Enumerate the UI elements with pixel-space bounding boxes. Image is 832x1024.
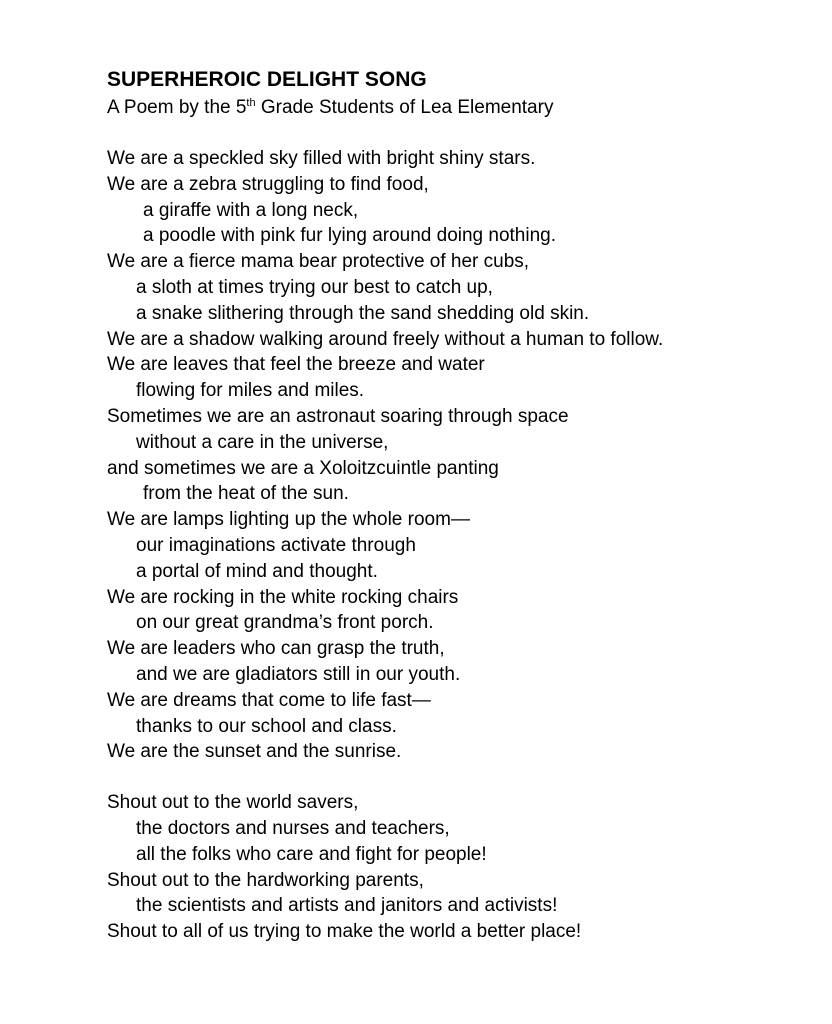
poem-line: without a care in the universe,: [136, 431, 389, 453]
stanza-2: [107, 790, 807, 945]
poem-line: from the heat of the sun.: [143, 483, 349, 505]
poem-page: [107, 66, 807, 945]
poem-line: We are lamps lighting up the whole room—: [107, 509, 470, 531]
poem-line: our imaginations activate through: [136, 534, 416, 556]
poem-line: and we are gladiators still in our youth.: [136, 663, 461, 685]
subtitle-superscript: th: [246, 97, 256, 109]
poem-line: Shout to all of us trying to make the world a better place!: [107, 921, 582, 943]
poem-line: all the folks who care and fight for people!: [136, 843, 487, 865]
poem-line: flowing for miles and miles.: [136, 380, 365, 402]
poem-title: SUPERHEROIC DELIGHT SONG: [107, 68, 427, 91]
poem-line: the doctors and nurses and teachers,: [136, 817, 450, 839]
poem-line: We are dreams that come to life fast—: [107, 689, 431, 711]
poem-line: and sometimes we are a Xoloitzcuintle panting: [107, 457, 499, 479]
stanza-1: [107, 146, 807, 765]
poem-line: Shout out to the world savers,: [107, 792, 359, 814]
subtitle-suffix: Grade Students of Lea Elementary: [255, 97, 554, 118]
poem-line: We are a fierce mama bear protective of her cubs,: [107, 251, 530, 273]
poem-line: We are a zebra struggling to find food,: [107, 173, 429, 195]
poem-line: a sloth at times trying our best to catch up,: [136, 276, 493, 298]
poem-line: We are rocking in the white rocking chairs: [107, 586, 459, 608]
poem-line: We are a speckled sky filled with bright shiny stars.: [107, 148, 536, 169]
poem-line: We are leaves that feel the breeze and water: [107, 354, 485, 376]
poem-line: Sometimes we are an astronaut soaring through space: [107, 405, 569, 427]
poem-line: thanks to our school and class.: [136, 715, 397, 737]
subtitle-prefix: A Poem by the 5: [107, 97, 247, 118]
poem-line: We are a shadow walking around freely without a human to follow.: [107, 328, 664, 350]
poem-line: We are leaders who can grasp the truth,: [107, 638, 445, 660]
poem-line: a snake slithering through the sand shedding old skin.: [136, 302, 590, 324]
poem-line: We are the sunset and the sunrise.: [107, 741, 402, 763]
poem-line: a poodle with pink fur lying around doing nothing.: [143, 225, 557, 247]
poem-subtitle: [107, 94, 807, 122]
poem-line: a portal of mind and thought.: [136, 560, 378, 582]
poem-line: on our great grandma’s front porch.: [136, 612, 434, 634]
poem-line: a giraffe with a long neck,: [143, 199, 359, 221]
poem-line: the scientists and artists and janitors and activists!: [136, 895, 558, 917]
poem-line: Shout out to the hardworking parents,: [107, 869, 424, 891]
